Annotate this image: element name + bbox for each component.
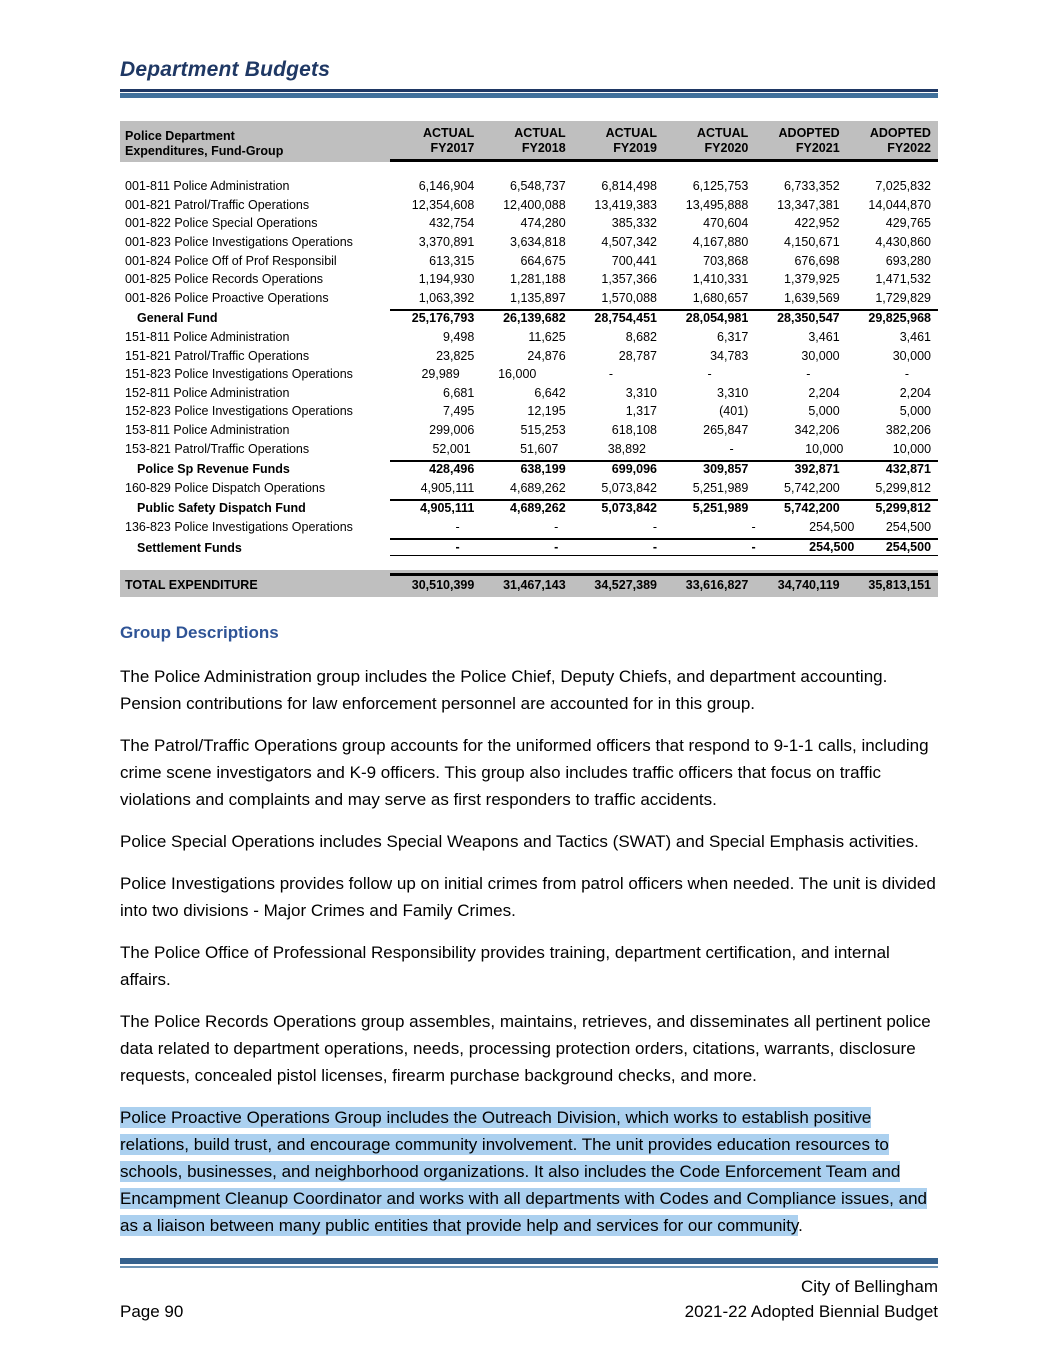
value-cell: 613,315	[429, 253, 475, 268]
value-cell: 5,299,812	[875, 501, 931, 516]
column-type-label: ACTUAL	[514, 126, 566, 140]
table-row	[120, 440, 938, 459]
value-cell: 1,639,569	[784, 290, 840, 305]
row-label: 151-811 Police Administration	[125, 329, 290, 344]
value-cell: 385,332	[611, 216, 657, 231]
table-row	[120, 214, 938, 233]
value-cell: 432,754	[429, 216, 475, 231]
value-cell: 5,251,989	[692, 480, 749, 495]
value-cell: 254,500	[809, 540, 855, 555]
row-values	[390, 216, 938, 231]
value-cell: 12,354,608	[411, 197, 475, 212]
value-cell: 3,310	[625, 385, 657, 400]
value-cell: 470,604	[703, 216, 749, 231]
value-cell: 382,206	[885, 422, 931, 437]
value-cell: -	[652, 540, 658, 555]
value-cell: (401)	[719, 404, 749, 419]
value-cell: 5,073,842	[601, 480, 657, 495]
row-label: 153-811 Police Administration	[125, 422, 290, 437]
table-spacer	[120, 162, 938, 177]
row-label: 001-826 Police Proactive Operations	[125, 290, 329, 305]
value-cell: 26,139,682	[503, 311, 566, 326]
value-cell: 34,740,119	[777, 578, 840, 593]
value-cell: 10,000	[892, 441, 932, 456]
value-cell: 474,280	[520, 216, 566, 231]
row-values	[390, 386, 938, 401]
value-cell: 392,871	[794, 462, 840, 477]
row-values	[390, 179, 938, 194]
value-cell: 700,441	[611, 253, 657, 268]
column-type-label: ACTUAL	[422, 126, 475, 140]
value-cell: 2,204	[899, 385, 931, 400]
value-cell: 6,814,498	[601, 179, 657, 194]
value-cell: 5,742,200	[784, 480, 840, 495]
row-label: 001-822 Police Special Operations	[125, 216, 318, 231]
description-paragraph: The Police Office of Professional Responsibility provides training, department certification, and internal affairs.	[120, 942, 890, 989]
description-paragraph: The Patrol/Traffic Operations group accounts for the uniformed officers that respond to 9-1-1 calls, including crime scene investigators and K-9 officers. This group also includes traffic officers that focus on traffic violations and complaints and may serve as first responders to traffic accidents.	[120, 735, 929, 809]
row-values	[390, 272, 938, 287]
value-cell: 6,548,737	[510, 179, 566, 194]
value-cell: -	[806, 367, 811, 382]
column-type-label: ADOPTED	[869, 126, 931, 140]
value-cell: -	[608, 367, 614, 382]
footer-right	[685, 1274, 938, 1324]
column-year-label: FY2019	[613, 140, 657, 155]
table-body	[120, 177, 938, 596]
table-row	[120, 270, 938, 289]
group-descriptions-body	[120, 663, 938, 1239]
value-cell: 3,634,818	[510, 234, 566, 249]
description-paragraph: The Police Records Operations group assembles, maintains, retrieves, and disseminates all pertinent police data related to department operations, needs, processing protection orders, citations, warrants, disclosure requests, concealed pistol licenses, firearm purchase background checks, and more.	[120, 1011, 931, 1085]
value-cell: 8,682	[625, 329, 657, 344]
row-label: 152-811 Police Administration	[125, 385, 290, 400]
footer-rule-thick-bar	[120, 1258, 938, 1264]
row-values	[390, 367, 938, 382]
value-cell: 12,400,088	[503, 197, 566, 212]
value-cell: 12,195	[527, 404, 566, 419]
row-label: 001-821 Patrol/Traffic Operations	[125, 197, 310, 212]
row-values	[390, 349, 938, 364]
value-cell: 1,570,088	[601, 290, 657, 305]
value-cell: 618,108	[611, 422, 657, 437]
value-cell: 25,176,793	[411, 311, 475, 326]
table-row	[120, 570, 938, 597]
value-cell: 29,825,968	[868, 311, 931, 326]
row-values	[390, 235, 938, 250]
value-cell: 309,857	[703, 462, 749, 477]
value-cell: 30,000	[892, 348, 931, 363]
row-label: 152-823 Police Investigations Operations	[125, 404, 353, 419]
value-cell: 4,905,111	[420, 501, 475, 516]
table-row	[120, 233, 938, 252]
row-values	[390, 520, 938, 535]
table-row	[120, 421, 938, 440]
value-cell: 5,299,812	[875, 480, 931, 495]
value-cell: 703,868	[703, 253, 749, 268]
table-row	[120, 384, 938, 403]
table-row	[120, 479, 938, 498]
table-row	[120, 497, 938, 518]
value-cell: 23,825	[436, 348, 475, 363]
value-cell: 30,000	[801, 348, 840, 363]
row-values	[390, 460, 938, 477]
column-type-label: ACTUAL	[696, 126, 749, 140]
value-cell: 13,419,383	[594, 197, 657, 212]
table-row	[120, 177, 938, 196]
description-paragraph: Police Special Operations includes Special Weapons and Tactics (SWAT) and Special Emphasis activities.	[120, 831, 919, 851]
row-label: 001-823 Police Investigations Operations	[125, 234, 353, 249]
value-cell: 422,952	[794, 216, 840, 231]
value-cell: 693,280	[885, 253, 931, 268]
title-rule-slate-bar	[120, 93, 938, 98]
row-values	[390, 291, 938, 306]
row-label: 153-821 Patrol/Traffic Operations	[125, 441, 310, 456]
column-type-label: ACTUAL	[605, 126, 657, 140]
value-cell: 3,370,891	[418, 234, 475, 249]
table-row	[120, 289, 938, 308]
table-header-columns	[390, 126, 938, 162]
footer-rule-thin-bar	[120, 1266, 938, 1268]
column-year-label: FY2018	[521, 140, 566, 155]
value-cell: 1,729,829	[875, 290, 931, 305]
value-cell: 6,317	[717, 329, 749, 344]
table-row	[120, 347, 938, 366]
page-content	[120, 58, 938, 1254]
value-cell: 4,689,262	[510, 480, 566, 495]
value-cell: 2,204	[808, 385, 840, 400]
value-cell: 28,787	[618, 348, 657, 363]
value-cell: -	[652, 519, 658, 534]
value-cell: -	[751, 519, 756, 534]
value-cell: 4,507,342	[601, 234, 657, 249]
table-header-label-line1: Police Department	[125, 129, 235, 143]
value-cell: 676,698	[794, 253, 840, 268]
value-cell: 5,251,989	[692, 501, 749, 516]
value-cell: 432,871	[885, 462, 931, 477]
row-label: 001-811 Police Administration	[125, 179, 290, 194]
footer-doc-title: 2021-22 Adopted Biennial Budget	[684, 1302, 938, 1321]
value-cell: 254,500	[809, 519, 855, 534]
row-label: Police Sp Revenue Funds	[137, 462, 290, 477]
value-cell: 28,350,547	[777, 311, 840, 326]
value-cell: 4,167,880	[692, 234, 749, 249]
value-cell: 342,206	[794, 422, 840, 437]
value-cell: 6,681	[443, 385, 475, 400]
row-label: 151-821 Patrol/Traffic Operations	[125, 348, 310, 363]
description-paragraph	[120, 1104, 938, 1239]
value-cell: 299,006	[429, 422, 475, 437]
value-cell: 5,073,842	[601, 501, 657, 516]
value-cell: 1,471,532	[875, 272, 931, 287]
title-rule	[120, 89, 938, 98]
value-cell: 13,495,888	[685, 197, 749, 212]
value-cell: 52,001	[432, 441, 471, 456]
row-values	[390, 573, 938, 593]
table-header-column	[755, 126, 846, 155]
table-row	[120, 365, 938, 384]
table-row	[120, 458, 938, 479]
value-cell: 28,054,981	[685, 311, 749, 326]
table-row	[120, 252, 938, 271]
value-cell: 3,461	[808, 329, 840, 344]
value-cell: 1,379,925	[784, 272, 840, 287]
column-type-label: ADOPTED	[778, 126, 840, 140]
value-cell: 254,500	[885, 540, 932, 555]
row-label: 136-823 Police Investigations Operations	[125, 519, 353, 534]
value-cell: 4,905,111	[420, 480, 475, 495]
value-cell: -	[455, 519, 460, 534]
value-cell: 1,281,188	[510, 272, 566, 287]
row-values	[390, 198, 938, 213]
table-header-label	[120, 129, 390, 162]
value-cell: 638,199	[520, 462, 566, 477]
value-cell: 16,000	[498, 367, 537, 382]
description-paragraph: Police Investigations provides follow up on initial crimes from patrol officers when needed. The unit is divided into two divisions - Major Crimes and Family Crimes.	[120, 873, 936, 920]
row-values	[390, 538, 938, 556]
value-cell: 34,527,389	[594, 578, 657, 593]
row-values	[390, 442, 938, 457]
row-label: Settlement Funds	[137, 541, 242, 556]
value-cell: -	[904, 367, 910, 382]
value-cell: 7,025,832	[875, 179, 931, 194]
column-year-label: FY2020	[704, 140, 749, 155]
row-label: 001-824 Police Off of Prof Responsibil	[125, 253, 337, 268]
value-cell: 664,675	[520, 253, 566, 268]
row-values	[390, 423, 938, 438]
row-values	[390, 309, 938, 326]
row-values	[390, 481, 938, 496]
value-cell: 1,357,366	[601, 272, 657, 287]
row-label: TOTAL EXPENDITURE	[125, 578, 258, 593]
value-cell: 515,253	[520, 422, 566, 437]
value-cell: 3,461	[899, 329, 931, 344]
value-cell: 35,813,151	[868, 578, 931, 593]
value-cell: 265,847	[703, 422, 749, 437]
value-cell: 1,063,392	[418, 290, 475, 305]
table-row	[120, 402, 938, 421]
table-header-column	[390, 126, 481, 155]
table-row	[120, 536, 938, 558]
description-paragraph: The Police Administration group includes the Police Chief, Deputy Chiefs, and department accounting. Pension contributions for law enforcement personnel are accounted for in this group.	[120, 666, 888, 713]
value-cell: 1,680,657	[692, 290, 749, 305]
row-label: 001-825 Police Records Operations	[125, 272, 324, 287]
table-header-column	[481, 126, 572, 155]
value-cell: 1,194,930	[418, 272, 475, 287]
value-cell: 34,783	[710, 348, 749, 363]
value-cell: 30,510,399	[411, 578, 475, 593]
table-row	[120, 196, 938, 215]
value-cell: 38,892	[607, 441, 647, 456]
value-cell: 3,310	[717, 385, 749, 400]
page-footer	[120, 1258, 938, 1324]
value-cell: -	[554, 540, 559, 555]
row-values	[390, 499, 938, 516]
budget-table	[120, 121, 938, 597]
table-header-label-line2: Expenditures, Fund-Group	[125, 143, 284, 158]
value-cell: 4,689,262	[510, 501, 566, 516]
footer-org: City of Bellingham	[800, 1277, 938, 1296]
value-cell: 14,044,870	[868, 197, 931, 212]
row-values	[390, 254, 938, 269]
highlight-suffix: .	[798, 1215, 803, 1235]
value-cell: -	[707, 367, 712, 382]
value-cell: 13,347,381	[777, 197, 840, 212]
value-cell: 1,135,897	[510, 290, 566, 305]
value-cell: 29,989	[421, 367, 460, 382]
title-rule-dark-bar	[120, 89, 938, 92]
value-cell: 254,500	[885, 519, 932, 534]
value-cell: 7,495	[443, 404, 475, 419]
row-label: 160-829 Police Dispatch Operations	[125, 480, 326, 495]
value-cell: 6,146,904	[418, 179, 475, 194]
value-cell: 5,742,200	[784, 501, 840, 516]
table-header-row	[120, 121, 938, 162]
row-label: 151-823 Police Investigations Operations	[125, 367, 353, 382]
column-year-label: FY2017	[430, 140, 475, 155]
value-cell: -	[554, 519, 559, 534]
value-cell: 1,317	[625, 404, 657, 419]
value-cell: 10,000	[805, 441, 844, 456]
table-header-column	[664, 126, 755, 155]
value-cell: 4,150,671	[784, 234, 840, 249]
footer-rule	[120, 1258, 938, 1268]
value-cell: 429,765	[885, 216, 931, 231]
column-year-label: FY2021	[795, 140, 840, 155]
table-gap	[120, 558, 938, 570]
footer-text	[120, 1274, 938, 1324]
highlighted-text: Police Proactive Operations Group includes the Outreach Division, which works to establish positive relations, build trust, and encourage community involvement. The unit provides education resources to schools, businesses, and neighborhood organizations. It also includes the Code Enforcement Team and Encampment Cleanup Coordinator and works with all departments with Codes and Compliance issues, and as a liaison between many public entities that provide help and services for our community	[120, 1107, 927, 1235]
footer-page-number: Page 90	[120, 1302, 184, 1321]
value-cell: 28,754,451	[594, 311, 657, 326]
value-cell: 1,410,331	[692, 272, 749, 287]
group-descriptions-heading: Group Descriptions	[120, 622, 279, 642]
value-cell: 428,496	[429, 462, 475, 477]
row-values	[390, 330, 938, 345]
value-cell: 24,876	[527, 348, 566, 363]
value-cell: 5,000	[899, 404, 931, 419]
page-title: Department Budgets	[120, 58, 331, 81]
value-cell: 699,096	[611, 462, 657, 477]
value-cell: 11,625	[528, 329, 566, 344]
value-cell: 9,498	[443, 329, 475, 344]
value-cell: 33,616,827	[685, 578, 749, 593]
row-values	[390, 404, 938, 419]
table-header-column	[573, 126, 664, 155]
row-label: Public Safety Dispatch Fund	[137, 501, 306, 516]
table-row	[120, 328, 938, 347]
value-cell: 4,430,860	[875, 234, 931, 249]
value-cell: 51,607	[520, 441, 559, 456]
value-cell: -	[729, 441, 734, 456]
column-year-label: FY2022	[887, 140, 931, 155]
value-cell: -	[751, 540, 756, 555]
value-cell: 5,000	[808, 404, 840, 419]
value-cell: 6,125,753	[692, 179, 749, 194]
value-cell: 6,642	[534, 385, 566, 400]
table-header-column	[847, 126, 938, 155]
row-label: General Fund	[137, 311, 218, 326]
value-cell: 31,467,143	[503, 578, 566, 593]
value-cell: -	[455, 540, 460, 555]
table-row	[120, 518, 938, 537]
table-row	[120, 307, 938, 328]
value-cell: 6,733,352	[784, 179, 840, 194]
